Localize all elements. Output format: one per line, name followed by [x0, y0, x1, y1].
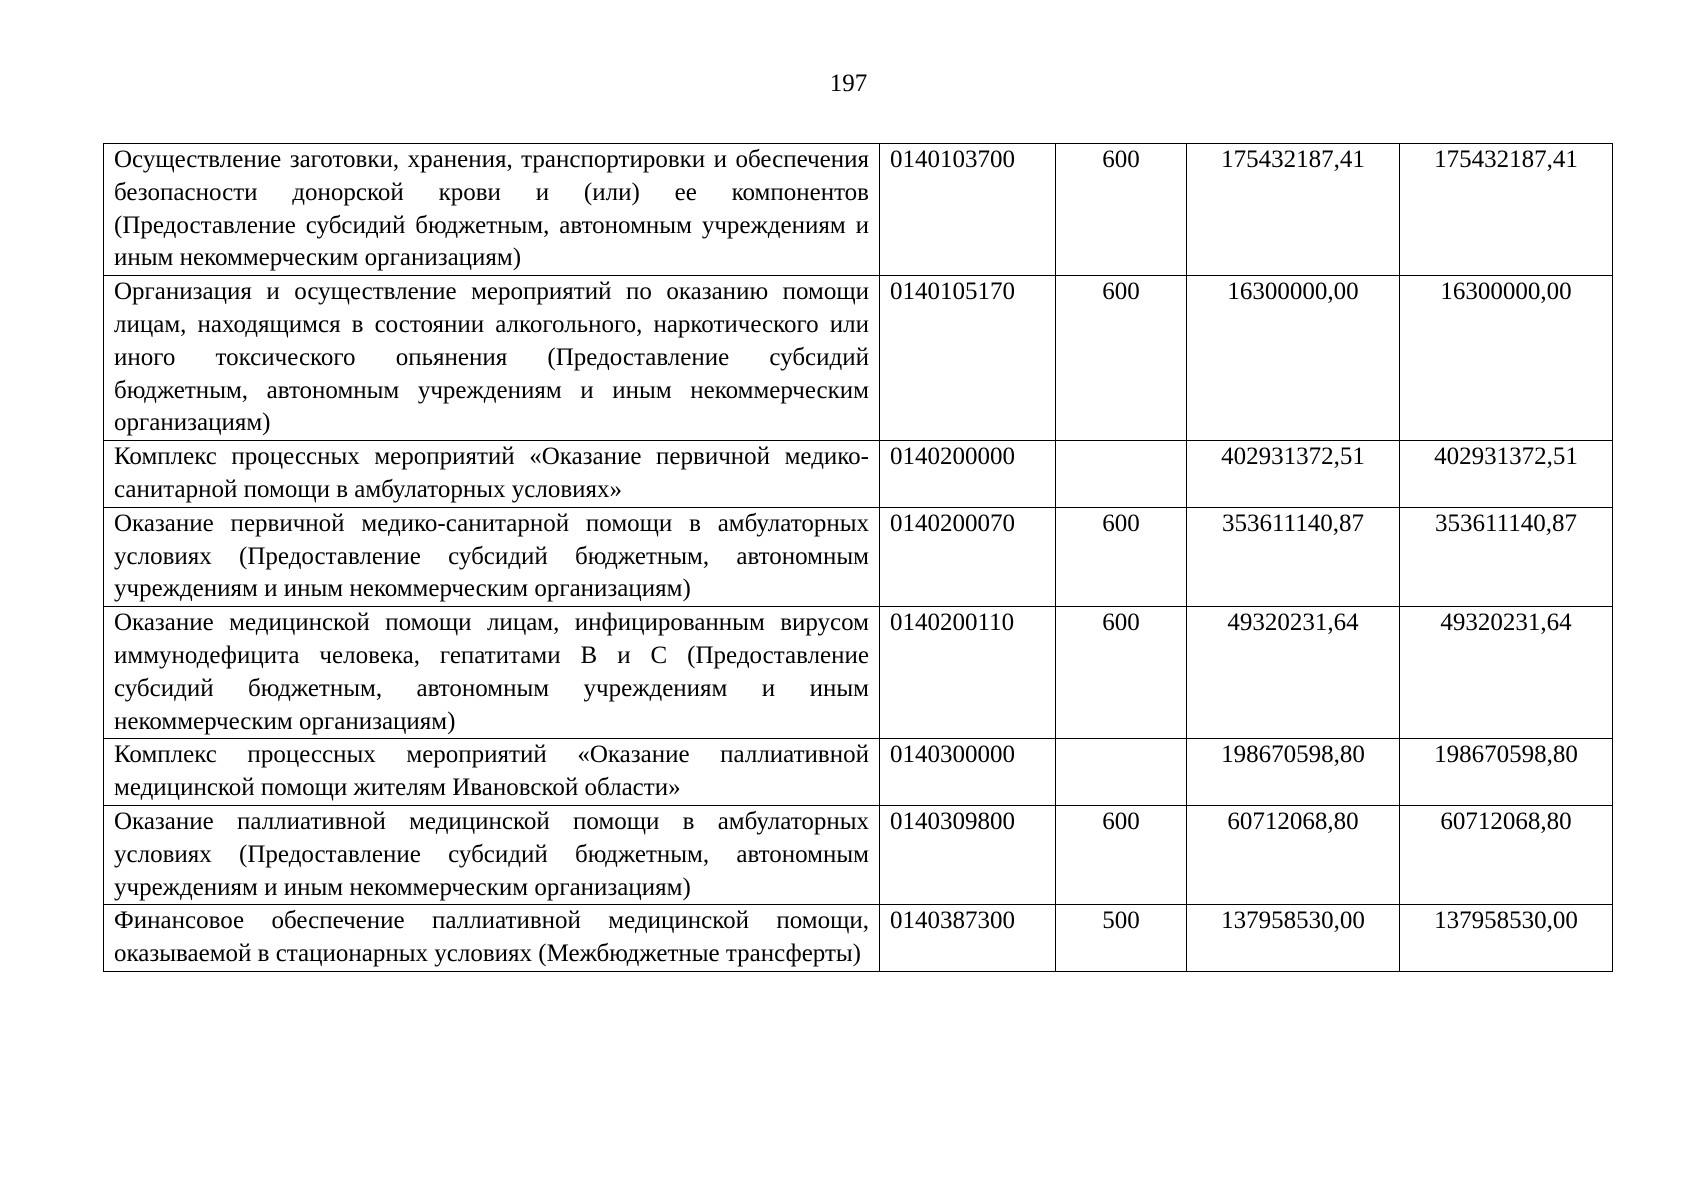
- amount-year-2: 137958530,00: [1400, 905, 1613, 972]
- row-description: Оказание паллиативной медицинской помощи в амбулаторных условиях (Предоставление субсидий бюджетным, автономным учреждениям и иным некоммерческим организациям): [104, 805, 880, 904]
- row-description: Оказание первичной медико-санитарной помощи в амбулаторных условиях (Предоставление субсидий бюджетным, автономным учреждениям и иным некоммерческим организациям): [104, 507, 880, 606]
- target-article-code: 0140387300: [880, 905, 1056, 972]
- table-row: [104, 144, 1613, 276]
- table-row: [104, 507, 1613, 606]
- amount-year-1: 353611140,87: [1187, 507, 1400, 606]
- expense-type-code: [1056, 739, 1187, 806]
- amount-year-2: 16300000,00: [1400, 276, 1613, 441]
- expense-type-code: 600: [1056, 144, 1187, 276]
- row-description: Осуществление заготовки, хранения, транспортировки и обеспечения безопасности донорской крови и (или) ее компонентов (Предоставление субсидий бюджетным, автономным учреждениям и иным некоммерческим организациям): [104, 144, 880, 276]
- expense-type-code: 600: [1056, 805, 1187, 904]
- amount-year-1: 137958530,00: [1187, 905, 1400, 972]
- expense-type-code: 600: [1056, 607, 1187, 739]
- expense-type-code: 600: [1056, 507, 1187, 606]
- amount-year-1: 49320231,64: [1187, 607, 1400, 739]
- amount-year-2: 402931372,51: [1400, 441, 1613, 508]
- target-article-code: 0140300000: [880, 739, 1056, 806]
- table-row: [104, 905, 1613, 972]
- amount-year-1: 16300000,00: [1187, 276, 1400, 441]
- target-article-code: 0140200110: [880, 607, 1056, 739]
- row-description: Комплекс процессных мероприятий «Оказание паллиативной медицинской помощи жителям Ивановской области»: [104, 739, 880, 806]
- target-article-code: 0140200000: [880, 441, 1056, 508]
- table-row: [104, 441, 1613, 508]
- row-description: Финансовое обеспечение паллиативной медицинской помощи, оказываемой в стационарных условиях (Межбюджетные трансферты): [104, 905, 880, 972]
- budget-table: [103, 143, 1613, 972]
- amount-year-1: 175432187,41: [1187, 144, 1400, 276]
- amount-year-1: 198670598,80: [1187, 739, 1400, 806]
- amount-year-1: 402931372,51: [1187, 441, 1400, 508]
- row-description: Организация и осуществление мероприятий по оказанию помощи лицам, находящимся в состоянии алкогольного, наркотического или иного токсического опьянения (Предоставление субсидий бюджетным, автономным учреждениям и иным некоммерческим организациям): [104, 276, 880, 441]
- row-description: Комплекс процессных мероприятий «Оказание первичной медико-санитарной помощи в амбулаторных условиях»: [104, 441, 880, 508]
- amount-year-2: 49320231,64: [1400, 607, 1613, 739]
- target-article-code: 0140105170: [880, 276, 1056, 441]
- amount-year-2: 353611140,87: [1400, 507, 1613, 606]
- expense-type-code: [1056, 441, 1187, 508]
- expense-type-code: 500: [1056, 905, 1187, 972]
- target-article-code: 0140200070: [880, 507, 1056, 606]
- amount-year-1: 60712068,80: [1187, 805, 1400, 904]
- target-article-code: 0140103700: [880, 144, 1056, 276]
- table-row: [104, 607, 1613, 739]
- amount-year-2: 198670598,80: [1400, 739, 1613, 806]
- page-number: 197: [829, 70, 868, 97]
- table-row: [104, 276, 1613, 441]
- expense-type-code: 600: [1056, 276, 1187, 441]
- amount-year-2: 175432187,41: [1400, 144, 1613, 276]
- amount-year-2: 60712068,80: [1400, 805, 1613, 904]
- target-article-code: 0140309800: [880, 805, 1056, 904]
- row-description: Оказание медицинской помощи лицам, инфицированным вирусом иммунодефицита человека, гепатитами В и С (Предоставление субсидий бюджетным, автономным учреждениям и иным некоммерческим организациям): [104, 607, 880, 739]
- table-row: [104, 739, 1613, 806]
- table-row: [104, 805, 1613, 904]
